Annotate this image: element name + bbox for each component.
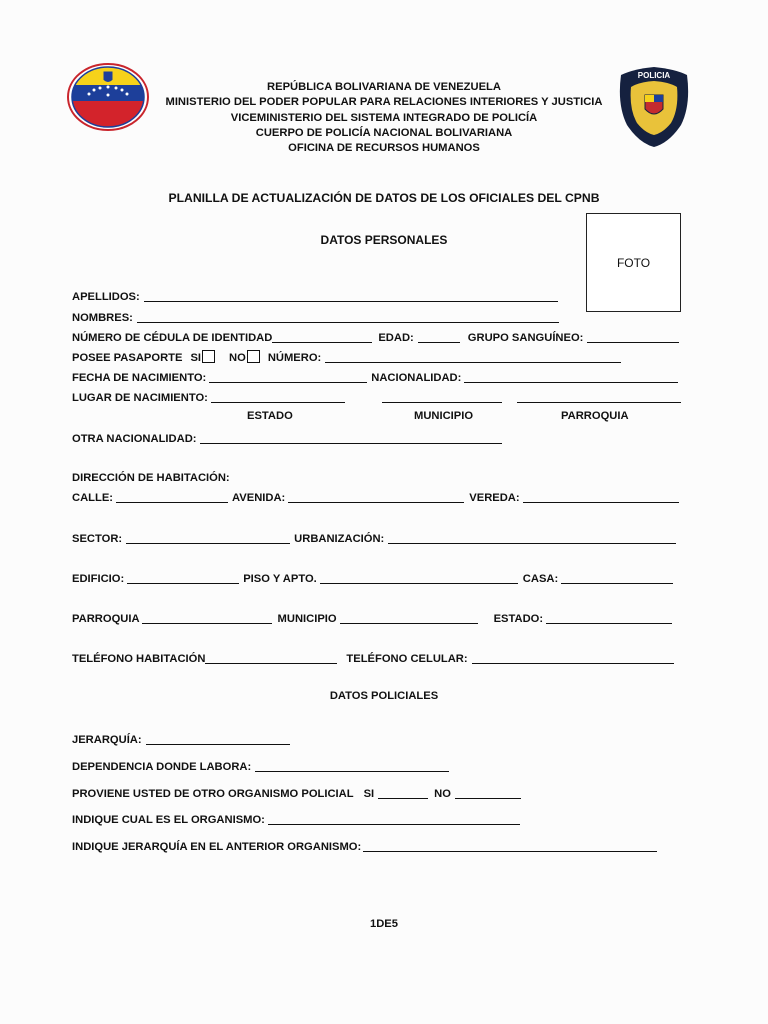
cedula-field[interactable] (272, 331, 372, 343)
tel-hab-field[interactable] (205, 652, 337, 664)
indique-jerarquia-label: INDIQUE JERARQUÍA EN EL ANTERIOR ORGANISMO: (72, 841, 362, 853)
document-header (0, 80, 768, 156)
proviene-no-label: NO (434, 788, 451, 800)
indique-organismo-label: INDIQUE CUAL ES EL ORGANISMO: (72, 814, 265, 826)
dependencia-label: DEPENDENCIA DONDE LABORA: (72, 761, 252, 773)
otra-nacionalidad-row (72, 429, 502, 445)
numero-field[interactable] (325, 351, 621, 363)
cedula-row (72, 328, 679, 344)
vereda-field[interactable] (523, 491, 679, 503)
parroquia-sublabel: PARROQUIA (561, 410, 629, 422)
edificio-label: EDIFICIO: (72, 573, 125, 585)
page-number: 1DE5 (370, 918, 398, 930)
nombres-field[interactable] (137, 311, 559, 323)
municipio-label: MUNICIPIO (277, 613, 337, 625)
lugar-row (72, 388, 681, 404)
tel-hab-label: TELÉFONO HABITACIÓN (72, 653, 206, 665)
nacionalidad-label: NACIONALIDAD: (371, 372, 462, 384)
calle-row (72, 488, 679, 504)
fecha-row (72, 368, 678, 384)
apellidos-label: APELLIDOS: (72, 291, 140, 303)
otra-nacionalidad-field[interactable] (200, 432, 502, 444)
parroquia-label: PARROQUIA (72, 613, 140, 625)
edificio-field[interactable] (127, 572, 239, 584)
grupo-label: GRUPO SANGUÍNEO: (467, 332, 584, 344)
telefono-row (72, 649, 674, 665)
numero-label: NÚMERO: (267, 352, 322, 364)
estado-field[interactable] (546, 612, 672, 624)
header-line: VICEMINISTERIO DEL SISTEMA INTEGRADO DE POLICÍA (230, 111, 538, 124)
tel-cel-field[interactable] (472, 652, 674, 664)
police-badge-label: POLICIA (637, 71, 671, 80)
sector-label: SECTOR: (72, 533, 123, 545)
calle-field[interactable] (116, 491, 228, 503)
indique-organismo-field[interactable] (268, 813, 520, 825)
apellidos-row (72, 287, 558, 303)
dependencia-row (72, 757, 449, 773)
jerarquia-field[interactable] (146, 733, 290, 745)
section-heading-personal: DATOS PERSONALES (320, 233, 448, 247)
pasaporte-no-label: NO (229, 352, 246, 364)
tel-cel-label: TELÉFONO CELULAR: (346, 653, 468, 665)
indique-jerarquia-field[interactable] (363, 840, 657, 852)
address-heading: DIRECCIÓN DE HABITACIÓN: (72, 472, 230, 484)
nacionalidad-field[interactable] (464, 371, 678, 383)
avenida-field[interactable] (288, 491, 464, 503)
lugar-label: LUGAR DE NACIMIENTO: (72, 392, 208, 404)
lugar-parroquia-field[interactable] (517, 391, 681, 403)
urbanizacion-field[interactable] (388, 532, 676, 544)
otra-nacionalidad-label: OTRA NACIONALIDAD: (72, 433, 197, 445)
fecha-field[interactable] (209, 371, 367, 383)
municipio-sublabel: MUNICIPIO (414, 410, 474, 422)
piso-field[interactable] (320, 572, 518, 584)
photo-box[interactable] (586, 213, 681, 312)
pasaporte-label: POSEE PASAPORTE (72, 352, 183, 364)
grupo-field[interactable] (587, 331, 679, 343)
parroquia-field[interactable] (142, 612, 272, 624)
casa-label: CASA: (522, 573, 559, 585)
parroquia-row (72, 609, 672, 625)
casa-field[interactable] (561, 572, 673, 584)
cedula-label: NÚMERO DE CÉDULA DE IDENTIDAD (72, 332, 273, 344)
edad-label: EDAD: (378, 332, 414, 344)
fecha-label: FECHA DE NACIMIENTO: (72, 372, 207, 384)
header-line: OFICINA DE RECURSOS HUMANOS (288, 142, 480, 155)
urbanizacion-label: URBANIZACIÓN: (294, 533, 385, 545)
proviene-label: PROVIENE USTED DE OTRO ORGANISMO POLICIAL (72, 788, 354, 800)
dependencia-field[interactable] (255, 760, 449, 772)
indique-organismo-row (72, 810, 520, 826)
jerarquia-label: JERARQUÍA: (72, 734, 142, 746)
municipio-field[interactable] (340, 612, 478, 624)
photo-label: FOTO (616, 256, 651, 270)
pasaporte-si-checkbox[interactable] (202, 350, 215, 363)
piso-label: PISO Y APTO. (243, 573, 317, 585)
proviene-si-label: SI (363, 788, 375, 800)
proviene-row (72, 784, 521, 800)
header-line: REPÚBLICA BOLIVARIANA DE VENEZUELA (267, 81, 501, 93)
sector-row (72, 529, 676, 545)
nombres-label: NOMBRES: (72, 312, 133, 324)
pasaporte-row (72, 348, 621, 364)
avenida-label: AVENIDA: (232, 492, 286, 504)
nombres-row (72, 308, 559, 324)
pasaporte-si-label: SI (190, 352, 202, 364)
section-heading-police: DATOS POLICIALES (329, 690, 439, 702)
estado-sublabel: ESTADO (247, 410, 293, 422)
calle-label: CALLE: (72, 492, 114, 504)
apellidos-field[interactable] (144, 290, 558, 302)
proviene-si-field[interactable] (378, 787, 428, 799)
proviene-no-field[interactable] (455, 787, 521, 799)
header-line: CUERPO DE POLICÍA NACIONAL BOLIVARIANA (255, 126, 513, 139)
sector-field[interactable] (126, 532, 290, 544)
form-title: PLANILLA DE ACTUALIZACIÓN DE DATOS DE LOS OFICIALES DEL CPNB (168, 191, 600, 205)
lugar-municipio-field[interactable] (382, 391, 502, 403)
estado-label: ESTADO: (493, 613, 544, 625)
jerarquia-row (72, 730, 290, 746)
lugar-estado-field[interactable] (211, 391, 345, 403)
edad-field[interactable] (418, 331, 460, 343)
edificio-row (72, 569, 673, 585)
header-line: MINISTERIO DEL PODER POPULAR PARA RELACIONES INTERIORES Y JUSTICIA (165, 96, 603, 109)
pasaporte-no-checkbox[interactable] (247, 350, 260, 363)
vereda-label: VEREDA: (469, 492, 520, 504)
indique-jerarquia-row (72, 837, 657, 853)
